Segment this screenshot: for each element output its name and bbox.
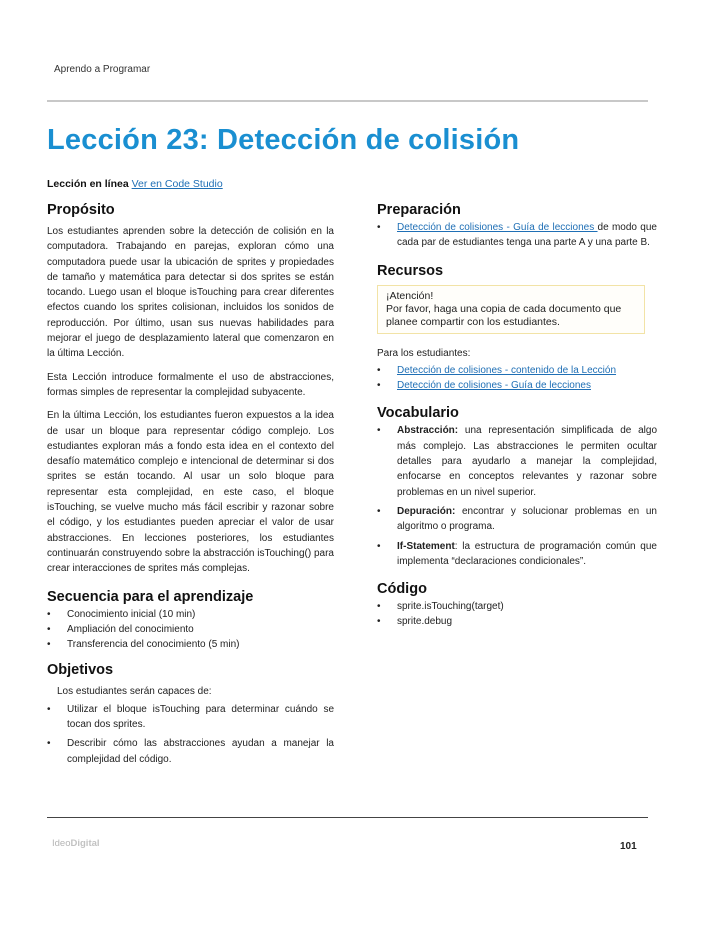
vocabulary-item: • Abstracción: una representación simplificada de algo más complejo. Las abstracciones le permiten ocultar detalles para ayudarlo a manejar la complejidad, enfocarse en conceptos relevantes y razonar sobre problemas en un nivel superior. <box>377 425 657 498</box>
bullet-icon: • <box>377 425 381 437</box>
list-item: • Describir cómo las abstracciones ayudan a manejar la complejidad del código. <box>47 738 334 765</box>
objectives-heading: Objetivos <box>47 662 114 679</box>
attention-body: Por favor, haga una copia de cada documento que planee compartir con los estudiantes. <box>386 302 622 328</box>
vocabulary-term: Depuración: <box>397 505 456 517</box>
sequence-list <box>47 607 334 653</box>
preparation-section <box>377 202 657 251</box>
list-item: • Utilizar el bloque isTouching para determinar cuándo se tocan dos sprites. <box>47 703 334 731</box>
bullet-icon: • <box>377 540 381 552</box>
list-item: • Transferencia del conocimiento (5 min) <box>47 637 334 652</box>
bullet-icon: • <box>377 380 381 392</box>
vocabulary-term: If-Statement <box>397 540 455 552</box>
purpose-paragraph: En la última Lección, los estudiantes fueron expuestos a la idea de usar un bloque para representar código complejo. Los estudiantes exploran más a fondo esta idea en el contexto del desafío matemático complejo e intencional de determinar si dos sprites se están tocando. Al usar un solo bloque para representar esta complejidad, en este caso, el bloque isTouching, se vuelve mucho más fácil escribir y razonar sobre el código, y los estudiantes pueden apreciar el valor de usar abstracciones. En lecciones posteriores, los estudiantes continuarán construyendo sobre la abstracción isTouching() para crear interacciones de sprites más complejas. <box>47 410 334 575</box>
bullet-icon: • <box>377 364 381 376</box>
header-divider <box>47 100 648 102</box>
vocabulary-item: • Depuración: encontrar y solucionar problemas en un algoritmo o programa. <box>377 505 657 533</box>
vocabulary-section <box>377 405 657 569</box>
vocabulary-list <box>377 423 657 569</box>
list-item: • Conocimiento inicial (10 min) <box>47 607 334 622</box>
bullet-icon: • <box>377 601 381 613</box>
objectives-list <box>47 702 334 767</box>
bullet-icon: • <box>377 222 381 233</box>
resources-section <box>377 263 657 394</box>
objectives-section <box>47 662 334 766</box>
lesson-guide-link[interactable]: Detección de colisiones - Guía de lecciones <box>397 380 591 392</box>
lesson-guide-link[interactable]: Detección de colisiones - Guía de lecciones <box>397 222 598 233</box>
code-heading: Código <box>377 581 427 598</box>
preparation-heading: Preparación <box>377 202 461 218</box>
sequence-heading: Secuencia para el aprendizaje <box>47 588 254 605</box>
list-item: • Detección de colisiones - Guía de lecciones de modo que cada par de estudiantes tenga una parte A y una parte B. <box>377 222 657 249</box>
sequence-section <box>47 589 334 653</box>
purpose-paragraph: Esta Lección introduce formalmente el uso de abstracciones, formas simples de representar la complejidad subyacente. <box>47 371 334 398</box>
attention-callout <box>377 285 645 334</box>
bullet-icon: • <box>377 505 381 517</box>
page-number: 101 <box>620 841 637 852</box>
resources-heading: Recursos <box>377 262 444 279</box>
code-studio-link[interactable]: Ver en Code Studio <box>131 178 223 190</box>
code-list <box>377 599 657 630</box>
objectives-intro: Los estudiantes serán capaces de: <box>57 686 212 698</box>
vocabulary-heading: Vocabulario <box>377 405 459 422</box>
list-item: • sprite.debug <box>377 614 657 629</box>
online-lesson-label: Lección en línea <box>47 178 129 190</box>
bullet-icon: • <box>47 703 51 715</box>
running-header: Aprendo a Programar <box>54 64 151 75</box>
page-title: Lección 23: Detección de colisión <box>47 124 520 156</box>
footer-brand-logo: IdeoDigital <box>52 838 100 849</box>
code-section <box>377 581 657 630</box>
bullet-icon: • <box>47 738 51 750</box>
right-column <box>377 202 657 642</box>
preparation-list <box>377 220 657 251</box>
left-column <box>47 202 334 775</box>
purpose-section <box>47 202 334 577</box>
list-item <box>377 378 657 393</box>
bullet-icon: • <box>47 623 51 635</box>
list-item: • Ampliación del conocimiento <box>47 622 334 637</box>
online-lesson-line <box>47 178 223 190</box>
purpose-paragraph: Los estudiantes aprenden sobre la detección de colisión en la computadora. Trabajando en parejas, exploran cómo una computadora puede usar la ubicación de sprites y propiedades de tamaño y matemática para detectar si dos sprites se están tocando. Luego usan el bloque isTouching para crear diferentes efectos cuando los sprites colisionan, incluidos los sonidos de reproducción. Por último, usan sus nuevas habilidades para mejorar el juego de desplazamiento lateral que comenzaron en la última Lección. <box>47 226 334 360</box>
lesson-content-link[interactable]: Detección de colisiones - contenido de la Lección <box>397 364 617 376</box>
list-item: • sprite.isTouching(target) <box>377 599 657 614</box>
bullet-icon: • <box>377 616 381 628</box>
bullet-icon: • <box>47 639 51 651</box>
footer-divider <box>47 817 648 818</box>
list-item <box>377 363 657 378</box>
purpose-heading: Propósito <box>47 202 115 218</box>
vocabulary-item: • If-Statement: la estructura de programación común que implementa “declaraciones condicionales”. <box>377 540 657 567</box>
bullet-icon: • <box>47 608 51 620</box>
resources-list <box>377 363 657 394</box>
vocabulary-term: Abstracción: <box>397 425 459 437</box>
for-students-label: Para los estudiantes: <box>377 347 471 359</box>
attention-title: ¡Atención! <box>386 289 434 302</box>
